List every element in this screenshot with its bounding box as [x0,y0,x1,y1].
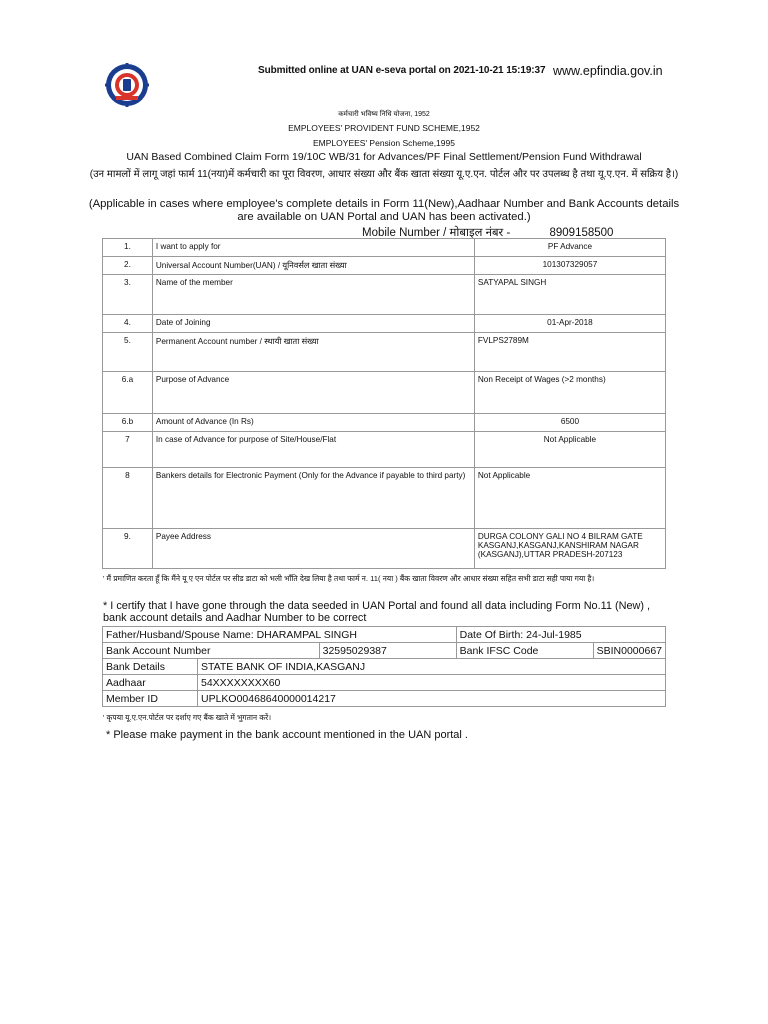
bank-details-table [102,626,666,707]
table-row [103,275,666,315]
table-row [103,239,666,257]
row-label: I want to apply for [152,239,474,257]
row-number: 6.b [103,414,153,432]
row-label: Date of Joining [152,315,474,333]
claim-details-table [102,238,666,569]
row-value: 01-Apr-2018 [474,315,665,333]
row-number: 5. [103,333,153,372]
submitted-timestamp: Submitted online at UAN e-seva portal on 2021-10-21 15:19:37 [258,65,546,76]
row-label: Payee Address [152,529,474,569]
mobile-value: 8909158500 [549,227,614,239]
table-row [103,315,666,333]
row-label: Permanent Account number / स्थायी खाता संख्या [152,333,474,372]
row-label: Amount of Advance (In Rs) [152,414,474,432]
member-id-label: Member ID [103,691,198,707]
father-label: Father/Husband/Spouse Name: [106,628,254,641]
row-value: SATYAPAL SINGH [474,275,665,315]
table-row [103,643,666,659]
row-number: 3. [103,275,153,315]
scheme-title: EMPLOYEES' PROVIDENT FUND SCHEME,1952 [288,123,480,133]
row-value: PF Advance [474,239,665,257]
row-number: 2. [103,257,153,275]
row-value: Not Applicable [474,432,665,468]
row-value: 101307329057 [474,257,665,275]
account-value: 32595029387 [319,643,456,659]
epfo-logo [104,62,150,108]
hindi-applicability-note: (उन मामलों में लागू जहां फार्म 11(नया)में कर्मचारी का पूरा विवरण, आधार संख्या और बैंक खाता संख्या यू.ए.एन. पोर्टल और पर उपलब्ध है तथा यू.ए.एन. में सक्रिय है।) [89,169,679,180]
row-value: DURGA COLONY GALI NO 4 BILRAM GATE KASGANJ,KASGANJ,KANSHIRAM NAGAR (KASGANJ),UTTAR PRADESH-207123 [474,529,665,569]
table-row [103,432,666,468]
table-row [103,414,666,432]
row-label: Purpose of Advance [152,372,474,414]
row-value: Not Applicable [474,468,665,529]
row-label: In case of Advance for purpose of Site/House/Flat [152,432,474,468]
applicability-note: (Applicable in cases where employee's complete details in Form 11(New),Aadhaar Number and Bank Accounts details are available on UAN Portal and UAN has been activated.) [88,198,680,223]
payment-note-hindi: ' कृपया यू.ए.एन.पोर्टल पर दर्शाए गए बैंक खाते में भुगतान करें। [103,713,272,722]
row-label: Bankers details for Electronic Payment (Only for the Advance if payable to third party) [152,468,474,529]
table-row [103,372,666,414]
row-number: 7 [103,432,153,468]
row-label: Universal Account Number(UAN) / यूनिवर्सल खाता संख्या [152,257,474,275]
table-row [103,659,666,675]
row-value: 6500 [474,414,665,432]
row-number: 9. [103,529,153,569]
row-value: Non Receipt of Wages (>2 months) [474,372,665,414]
table-row [103,257,666,275]
bank-details-label: Bank Details [103,659,198,675]
ifsc-label: Bank IFSC Code [456,643,593,659]
dob-value: 24-Jul-1985 [526,628,582,641]
pension-scheme-title: EMPLOYEES' Pension Scheme,1995 [313,138,455,148]
father-name-cell [103,627,457,643]
member-id-value: UPLKO00468640000014217 [198,691,666,707]
bank-details-value: STATE BANK OF INDIA,KASGANJ [198,659,666,675]
row-number: 4. [103,315,153,333]
row-number: 1. [103,239,153,257]
table-row [103,627,666,643]
row-label: Name of the member [152,275,474,315]
table-row [103,468,666,529]
table-row [103,529,666,569]
table-row [103,333,666,372]
row-number: 8 [103,468,153,529]
certification-hindi: ' मैं प्रमाणित करता हूँ कि मैंने यू ए एन पोर्टल पर सीड डाटा को भली भाँति देख लिया है तथा फार्म न. 11( नया ) बैंक खाता विवरण और आधार संख्या सहित सभी डाटा सही पाया गया है। [103,574,595,583]
aadhaar-value: 54XXXXXXXX60 [198,675,666,691]
account-label: Bank Account Number [103,643,320,659]
form-title: UAN Based Combined Claim Form 19/10C WB/31 for Advances/PF Final Settlement/Pension Fund Withdrawal [126,151,642,163]
row-number: 6.a [103,372,153,414]
mobile-label: Mobile Number / मोबाइल नंबर - [362,227,511,239]
table-row [103,675,666,691]
scheme-title-hindi: कर्मचारी भविष्य निधि योजना, 1952 [338,111,430,118]
dob-label: Date Of Birth: [459,628,524,641]
table-row [103,691,666,707]
payment-note: * Please make payment in the bank account mentioned in the UAN portal . [106,729,468,741]
dob-cell [456,627,665,643]
father-value: DHARAMPAL SINGH [256,628,357,641]
aadhaar-label: Aadhaar [103,675,198,691]
website-link[interactable]: www.epfindia.gov.in [553,64,663,78]
certification-statement: * I certify that I have gone through the data seeded in UAN Portal and found all data including Form No.11 (New) , bank account details and Aadhar Number to be correct [103,600,651,624]
ifsc-value: SBIN0000667 [593,643,665,659]
row-value: FVLPS2789M [474,333,665,372]
